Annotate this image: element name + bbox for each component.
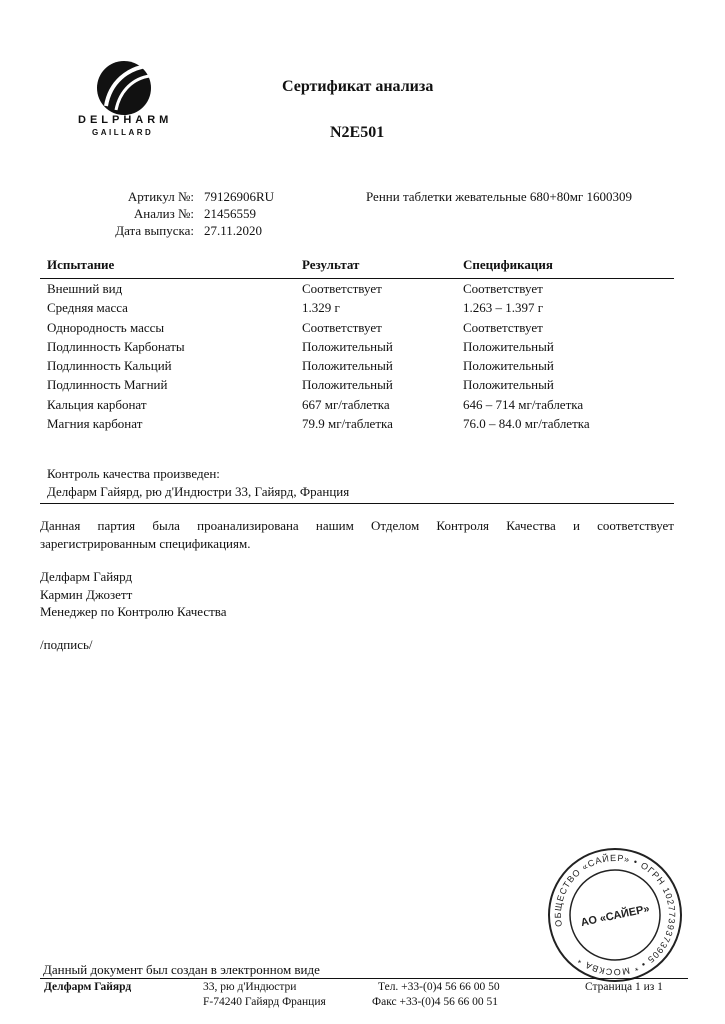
footer-address-1: 33, рю д'Индюстри: [203, 981, 297, 993]
table-row: [47, 397, 677, 416]
table-row: [47, 416, 677, 435]
analysis-label: Анализ №:: [133, 206, 194, 221]
round-stamp-icon: [532, 832, 698, 998]
date-label: Дата выпуска:: [115, 223, 194, 238]
cell-spec: Положительный: [463, 358, 554, 373]
signer-company: Делфарм Гайярд: [40, 569, 133, 584]
table-header: [47, 257, 677, 276]
signer-name: Кармин Джозетт: [40, 587, 133, 602]
cell-result: Положительный: [302, 339, 393, 354]
table-row: [47, 281, 677, 300]
cell-result: 667 мг/таблетка: [302, 397, 390, 412]
cell-test: Магния карбонат: [47, 416, 143, 431]
cell-result: Положительный: [302, 358, 393, 373]
company-logo: [76, 58, 186, 142]
certificate-code: N2E501: [330, 124, 385, 141]
logo-brand: DELPHARM: [78, 114, 173, 126]
cell-result: 79.9 мг/таблетка: [302, 416, 393, 431]
qc-separator: [40, 503, 674, 504]
header-spec: Спецификация: [463, 257, 553, 272]
footer-fax: Факс +33-(0)4 56 66 00 51: [372, 996, 498, 1008]
analysis-value: 21456559: [204, 206, 256, 221]
cell-test: Кальция карбонат: [47, 397, 147, 412]
cell-spec: Соответствует: [463, 281, 543, 296]
cell-spec: 1.263 – 1.397 г: [463, 300, 544, 315]
table-row: [47, 320, 677, 339]
table-row: [47, 377, 677, 396]
footer-rule: [40, 978, 688, 979]
stamp-ring-text: ОБЩЕСТВО «САЙЕР» • ОГРН 1027739373905 • * МОСКВА *: [552, 852, 678, 978]
footer-page: Страница 1 из 1: [585, 981, 663, 993]
logo-sub: GAILLARD: [92, 128, 154, 137]
table-row: [47, 300, 677, 319]
cell-test: Подлинность Кальций: [47, 358, 172, 373]
product-name: Ренни таблетки жевательные 680+80мг 1600309: [366, 189, 633, 204]
company-stamp: [532, 832, 698, 998]
cell-spec: 646 – 714 мг/таблетка: [463, 397, 584, 412]
footer-company: Делфарм Гайярд: [44, 981, 132, 993]
footer-address-2: F-74240 Гайярд Франция: [203, 996, 326, 1008]
cell-spec: Соответствует: [463, 320, 543, 335]
cell-spec: Положительный: [463, 339, 554, 354]
cell-result: 1.329 г: [302, 300, 340, 315]
document-title: Сертификат анализа: [282, 78, 434, 95]
cell-test: Однородность массы: [47, 320, 165, 335]
cell-spec: Положительный: [463, 377, 554, 392]
cell-test: Средняя масса: [47, 300, 128, 315]
cell-test: Подлинность Карбонаты: [47, 339, 185, 354]
header-result: Результат: [302, 257, 360, 272]
signer-position: Менеджер по Контролю Качества: [40, 604, 227, 619]
cell-result: Соответствует: [302, 281, 382, 296]
statement-line-2: зарегистрированным спецификациям.: [40, 536, 251, 551]
cell-test: Подлинность Магний: [47, 377, 168, 392]
footer-tel: Тел. +33-(0)4 56 66 00 50: [378, 981, 500, 993]
signature: /подпись/: [40, 637, 93, 652]
qc-place: Делфарм Гайярд, рю д'Индюстри 33, Гайярд, Франция: [47, 484, 350, 499]
footer-note: Данный документ был создан в электронном виде: [43, 962, 320, 977]
table-row: [47, 339, 677, 358]
cell-result: Положительный: [302, 377, 393, 392]
statement-line-1: Данная партия была проанализирована нашим Отделом Контроля Качества и соответствует: [40, 518, 674, 533]
table-row: [47, 358, 677, 377]
table-header-rule: [40, 278, 674, 279]
date-value: 27.11.2020: [204, 223, 263, 238]
cell-test: Внешний вид: [47, 281, 123, 296]
delpharm-logo-icon: [76, 58, 186, 118]
qc-label: Контроль качества произведен:: [47, 466, 220, 481]
cell-result: Соответствует: [302, 320, 382, 335]
article-value: 79126906RU: [204, 189, 275, 204]
cell-spec: 76.0 – 84.0 мг/таблетка: [463, 416, 590, 431]
header-test: Испытание: [47, 257, 115, 272]
article-label: Артикул №:: [127, 189, 194, 204]
stamp-center-text: АО «САЙЕР»: [579, 902, 651, 930]
